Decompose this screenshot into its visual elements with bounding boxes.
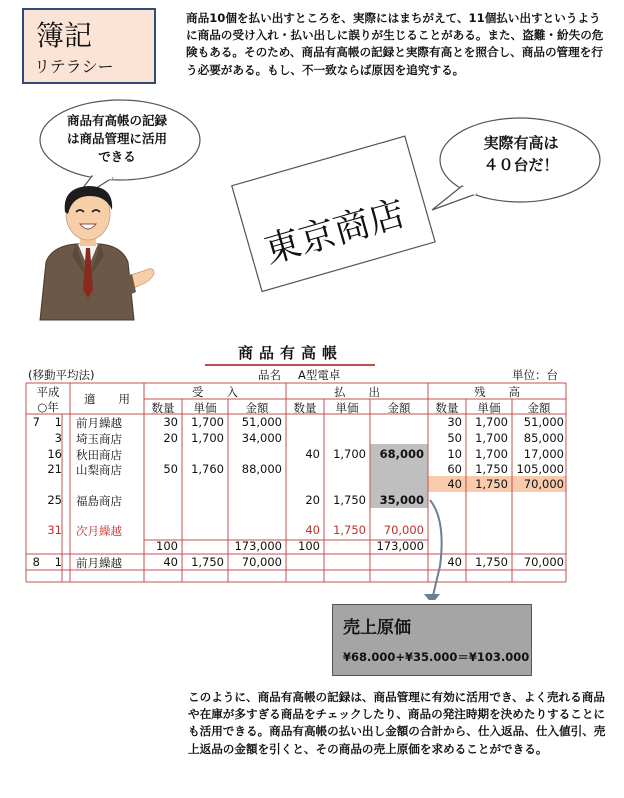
ledger-cell-rq: 100 bbox=[156, 539, 178, 553]
ledger-cell-ip: 1,750 bbox=[333, 523, 366, 537]
header-qty: 数量 bbox=[435, 401, 459, 415]
title-sub: リテラシー bbox=[34, 57, 114, 76]
header-price: 単価 bbox=[477, 401, 501, 415]
ledger-cell-rp: 1,760 bbox=[191, 462, 224, 476]
conclusion-paragraph: このように、商品有高帳の記録は、商品管理に有効に活用でき、よく売れる商品や在庫が多すぎる商品をチェックしたり、商品の発注時期を決めたりすることにも活用できる。商品有高帳の払い出し金額の合計から、仕入返品、仕入値引、売上返品の金額を引くと、その商品の売上原価を求めることができる。 bbox=[188, 690, 606, 756]
header-date-1: 平成 bbox=[36, 385, 60, 399]
header-amount: 金額 bbox=[245, 401, 269, 415]
ledger-cell-summary: 埼玉商店 bbox=[76, 432, 122, 446]
speech-left-line: 商品有高帳の記録 bbox=[66, 113, 167, 128]
title-main: 簿記 bbox=[36, 19, 93, 52]
ledger-cell-bq: 40 bbox=[447, 477, 462, 491]
ledger-cell-ba: 105,000 bbox=[516, 462, 564, 476]
header-amount: 金額 bbox=[527, 401, 551, 415]
header-receive: 受 入 bbox=[192, 385, 238, 399]
ledger-cell-ba: 17,000 bbox=[523, 447, 564, 461]
ledger-cell-rq: 40 bbox=[163, 555, 178, 569]
ledger-cell-summary: 秋田商店 bbox=[76, 448, 122, 462]
ledger-item-name: A型電卓 bbox=[298, 368, 341, 382]
ledger-cell-ba: 70,000 bbox=[523, 477, 564, 491]
ledger-cell-ia: 70,000 bbox=[383, 523, 424, 537]
ledger-item-label: 品名 bbox=[258, 368, 281, 382]
ledger-cell-ba: 51,000 bbox=[523, 415, 564, 429]
speech-left-line: は商品管理に活用 bbox=[66, 131, 167, 146]
ledger-cell-d: 21 bbox=[47, 462, 62, 476]
ledger-cell-ra: 88,000 bbox=[241, 462, 282, 476]
ledger-method: (移動平均法) bbox=[28, 368, 95, 382]
header-price: 単価 bbox=[193, 401, 217, 415]
card-text: 東京商店 bbox=[259, 192, 410, 272]
ledger-cell-rp: 1,750 bbox=[191, 555, 224, 569]
ledger-cell-rp: 1,700 bbox=[191, 431, 224, 445]
ledger-cell-ip: 1,750 bbox=[333, 493, 366, 507]
ledger-cell-bq: 40 bbox=[447, 555, 462, 569]
ledger-cell-ia: 35,000 bbox=[379, 493, 424, 507]
sales-cost-title: 売上原価 bbox=[343, 618, 411, 638]
ledger-cell-ra: 70,000 bbox=[241, 555, 282, 569]
ledger-cell-m: 7 bbox=[32, 415, 40, 429]
ledger-cell-iq: 20 bbox=[305, 493, 320, 507]
ledger-cell-iq: 40 bbox=[305, 447, 320, 461]
speech-right-line: ４０台だ！ bbox=[483, 156, 559, 174]
ledger-cell-bp: 1,700 bbox=[475, 431, 508, 445]
ledger-cell-bq: 50 bbox=[447, 431, 462, 445]
ledger-cell-bp: 1,700 bbox=[475, 415, 508, 429]
ledger-cell-bp: 1,750 bbox=[475, 462, 508, 476]
ledger-cell-d: 3 bbox=[54, 431, 62, 445]
ledger-cell-ia: 173,000 bbox=[376, 539, 424, 553]
header-price: 単価 bbox=[335, 401, 359, 415]
ledger-cell-m: 8 bbox=[32, 555, 40, 569]
ledger-cell-bq: 60 bbox=[447, 462, 462, 476]
header-amount: 金額 bbox=[387, 401, 411, 415]
speech-right-line: 実際有高は bbox=[483, 134, 559, 152]
ledger-cell-bp: 1,750 bbox=[475, 477, 508, 491]
ledger-cell-d: 1 bbox=[54, 555, 62, 569]
intro-paragraph: 商品10個を払い出すところを、実際にはまちがえて、11個払い出すというように商品の受け入れ・払い出しに誤りが生じることがある。また、盗難・紛失の危険もある。そのため、商品有高帳の記録と実際有高とを照合し、商品の管理を行う必要がある。もし、不一致ならば原因を追究する。 bbox=[186, 11, 604, 77]
ledger-cell-iq: 100 bbox=[298, 539, 320, 553]
ledger-cell-bq: 30 bbox=[447, 415, 462, 429]
ledger-cell-d: 1 bbox=[54, 415, 62, 429]
ledger-cell-ba: 70,000 bbox=[523, 555, 564, 569]
header-qty: 数量 bbox=[151, 401, 175, 415]
ledger-cell-summary: 福島商店 bbox=[76, 494, 122, 508]
ledger-cell-ra: 51,000 bbox=[241, 415, 282, 429]
ledger-cell-ra: 173,000 bbox=[234, 539, 282, 553]
header-qty: 数量 bbox=[293, 401, 317, 415]
header-balance: 残 高 bbox=[474, 385, 520, 399]
ledger-cell-rq: 20 bbox=[163, 431, 178, 445]
ledger-cell-bq: 10 bbox=[447, 447, 462, 461]
ledger-cell-d: 16 bbox=[47, 447, 62, 461]
ledger-cell-ra: 34,000 bbox=[241, 431, 282, 445]
ledger-cell-ba: 85,000 bbox=[523, 431, 564, 445]
ledger-cell-iq: 40 bbox=[305, 523, 320, 537]
ledger-cell-summary: 前月繰越 bbox=[76, 416, 122, 430]
ledger-cell-summary: 前月繰越 bbox=[76, 556, 122, 570]
ledger-cell-rp: 1,700 bbox=[191, 415, 224, 429]
ledger-cell-rq: 30 bbox=[163, 415, 178, 429]
ledger-cell-ia: 68,000 bbox=[379, 447, 424, 461]
ledger-cell-d: 31 bbox=[47, 523, 62, 537]
ledger-cell-ip: 1,700 bbox=[333, 447, 366, 461]
header-date-2: ○年 bbox=[37, 400, 59, 414]
ledger-unit: 単位：台 bbox=[512, 368, 558, 382]
header-summary: 適 用 bbox=[84, 392, 130, 406]
ledger-cell-rq: 50 bbox=[163, 462, 178, 476]
sales-cost-formula: ¥68.000+¥35.000＝¥103.000 bbox=[343, 650, 530, 664]
ledger-cell-summary: 次月繰越 bbox=[76, 524, 122, 538]
speech-left-line: できる bbox=[98, 149, 136, 164]
sales-cost-box bbox=[332, 604, 532, 676]
ledger-cell-d: 25 bbox=[47, 493, 62, 507]
ledger-cell-bp: 1,750 bbox=[475, 555, 508, 569]
ledger-title: 商品有高帳 bbox=[238, 344, 344, 362]
header-issue: 払 出 bbox=[334, 385, 380, 399]
ledger-cell-bp: 1,700 bbox=[475, 447, 508, 461]
ledger-cell-summary: 山梨商店 bbox=[76, 463, 122, 477]
